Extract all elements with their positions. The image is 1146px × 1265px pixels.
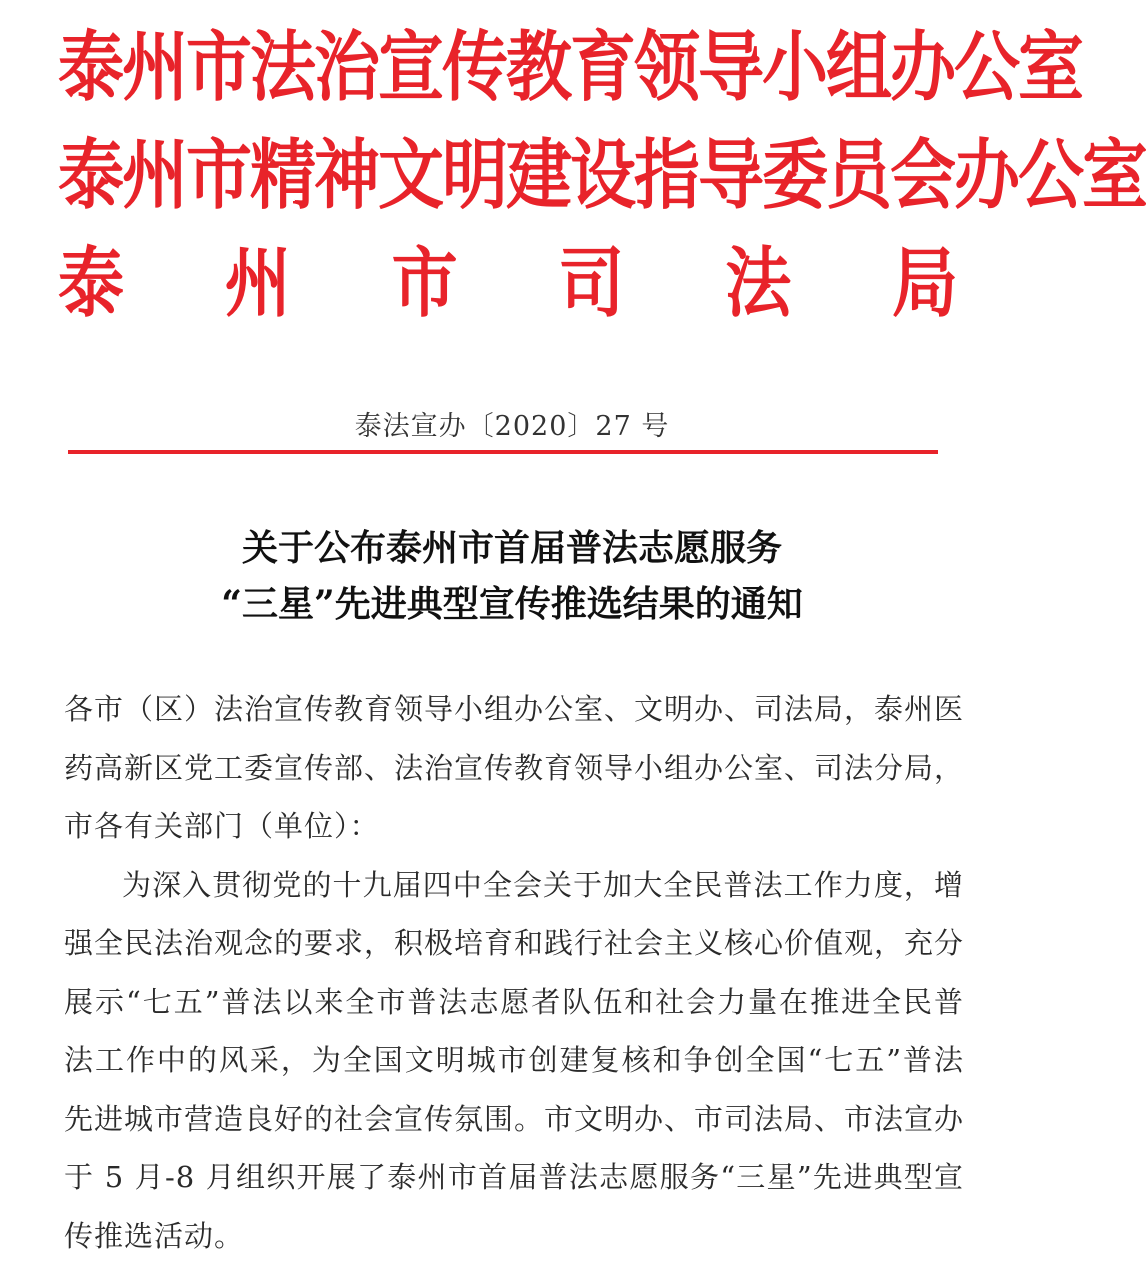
issuer-character: 局 — [892, 222, 958, 346]
body-paragraph: 为深入贯彻党的十九届四中全会关于加大全民普法工作力度，增强全民法治观念的要求，积极培育和践行社会主义核心价值观，充分展示“七五”普法以来全市普法志愿者队伍和社会力量在推进全民普法工作中的风采，为全国文明城市创建复核和争创全国“七五”普法先进城市营造良好的社会宣传氛围。市文明办、市司法局、市法宣办于 5 月-8 月组织开展了泰州市首届普法志愿服务“三星”先进典型宣传推选活动。 — [64, 856, 964, 1265]
title-line-1: 关于公布泰州市首届普法志愿服务 — [0, 520, 1024, 576]
issuer-character: 市 — [392, 222, 458, 346]
issuer-character: 泰 — [58, 222, 124, 346]
issuer-civilization-committee-office: 泰州市精神文明建设指导委员会办公室 — [58, 114, 958, 238]
document-number: 泰法宣办〔2020〕27 号 — [0, 404, 1024, 443]
title-line-2: “三星”先进典型宣传推选结果的通知 — [0, 576, 1024, 632]
issuing-authorities — [58, 14, 958, 338]
issuer-legal-education-office: 泰州市法治宣传教育领导小组办公室 — [58, 6, 958, 130]
document-body — [64, 680, 964, 1265]
issuer-character: 法 — [725, 222, 791, 346]
document-title — [0, 520, 1024, 632]
issuer-character: 司 — [558, 222, 624, 346]
red-divider-line — [68, 450, 938, 454]
issuer-character: 州 — [225, 222, 291, 346]
salutation: 各市（区）法治宣传教育领导小组办公室、文明办、司法局，泰州医药高新区党工委宣传部、法治宣传教育领导小组办公室、司法分局，市各有关部门（单位）： — [64, 680, 964, 856]
issuer-justice-bureau — [58, 222, 958, 346]
